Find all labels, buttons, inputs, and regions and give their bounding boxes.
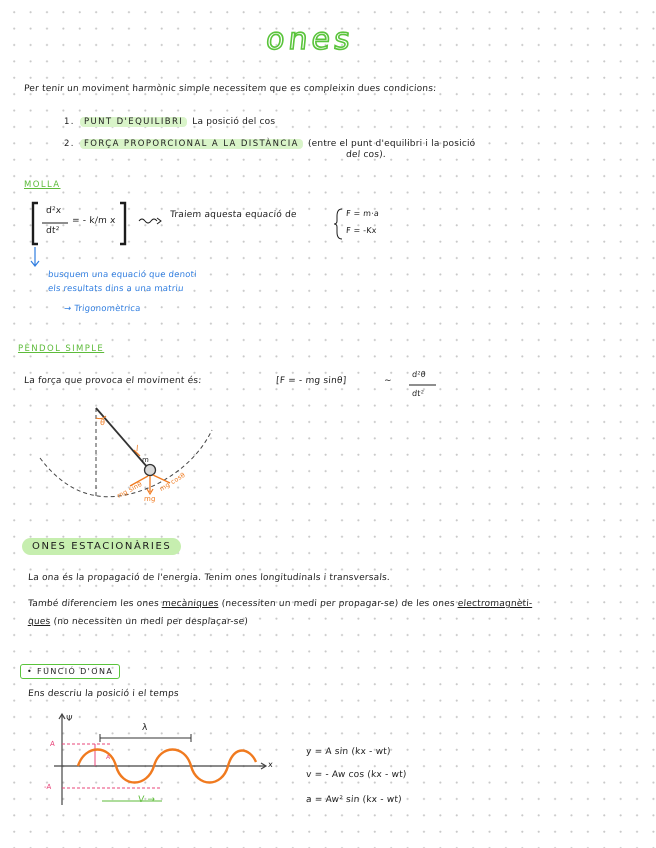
condition-1	[64, 109, 275, 128]
molla-heading: MOLLA	[24, 180, 61, 190]
condition-2-text: (entre el punt d'equilibri i la posició	[307, 139, 476, 149]
condition-1-label: PUNT D'EQUILIBRI	[80, 117, 187, 127]
squiggle-arrow-icon	[138, 216, 162, 226]
line-2-d: electromagnèti-	[457, 599, 533, 609]
molla-eq-top: d²x	[45, 206, 62, 216]
line-2-a: També diferenciem les ones	[27, 599, 160, 609]
wave-eq-3: a = Aw² sin (kx - wt)	[305, 795, 403, 805]
estacionaries-heading: ONES ESTACIONÀRIES	[22, 538, 181, 555]
pendol-heading: PÈNDOL SIMPLE	[18, 344, 105, 354]
down-arrow-icon	[30, 246, 40, 268]
molla-note-3: → Trigonomètrica	[63, 304, 141, 314]
wave-axis-x: x	[267, 760, 274, 769]
condition-2-num: 2.	[64, 139, 75, 149]
wave-eq-2: v = - Aw cos (kx - wt)	[305, 770, 407, 780]
condition-2	[64, 131, 475, 150]
molla-note-2: els resultats dins a una matriu	[47, 284, 184, 294]
fraction-line	[408, 384, 438, 386]
funcio-heading: • FUNCIÓ D'ONA	[20, 664, 120, 679]
pendulum-force-right: mg cosθ	[158, 470, 187, 494]
pendulum-mass: m	[141, 456, 150, 464]
pendol-frac-bottom: dt²	[411, 389, 425, 398]
condition-2-text-cont: del cos).	[345, 150, 387, 160]
wave-graph	[50, 710, 280, 810]
condition-2-label: FORÇA PROPORCIONAL A LA DISTÀNCIA	[80, 139, 303, 149]
pendol-tilde: ~	[383, 376, 393, 386]
estacionaries-line-3	[28, 617, 249, 627]
condition-1-num: 1.	[64, 117, 75, 127]
pendol-formula: [F = - mg sinθ]	[275, 376, 347, 386]
line-2-b: mecàniques	[161, 599, 219, 609]
molla-eq-bottom: dt²	[45, 226, 60, 236]
estacionaries-line-1: La ona és la propagació de l'energia. Tenim ones longitudinals i transversals.	[27, 573, 391, 583]
pendulum-length: l	[135, 444, 139, 453]
estacionaries-line-2	[28, 599, 533, 609]
wave-amp-bottom: -A	[43, 783, 52, 791]
molla-sys-1: F = m·a	[345, 209, 380, 218]
molla-arrow-text: Traiem aquesta equació de	[169, 210, 298, 220]
wave-velocity: V →	[137, 795, 156, 805]
system-brace-icon	[334, 208, 344, 240]
condition-1-text: La posició del cos	[192, 117, 276, 127]
wave-eq-1: y = A sin (kx - wt)	[305, 747, 391, 757]
pendol-text: La força que provoca el moviment és:	[23, 376, 202, 386]
page-title: ones	[264, 22, 356, 57]
wave-amp-top: A	[49, 740, 56, 748]
wave-lambda: λ	[141, 723, 148, 733]
intro-text: Per tenir un moviment harmònic simple necessitem que es compleixin dues condicions:	[23, 84, 437, 94]
line-3-b: (no necessiten un medi per desplaçar-se)	[53, 617, 249, 627]
wave-axis-y: Ψ	[65, 714, 73, 723]
molla-note-1: busquem una equació que denoti	[47, 270, 198, 280]
line-3-a: ques	[27, 617, 51, 627]
wave-amp-label: A	[105, 754, 111, 761]
pendulum-angle: θ	[99, 418, 106, 427]
molla-sys-2: F = -Kx	[345, 226, 377, 235]
pendol-frac-top: d²θ	[411, 370, 427, 379]
pendulum-weight: mg	[143, 495, 156, 503]
funcio-text: Ens descriu la posició i el temps	[27, 689, 180, 699]
molla-eq-rhs: = - k/m x	[71, 216, 116, 226]
line-2-c: (necessiten un medi per propagar-se) de les ones	[221, 599, 456, 609]
pendulum-force-left: mg sinθ	[115, 480, 144, 500]
